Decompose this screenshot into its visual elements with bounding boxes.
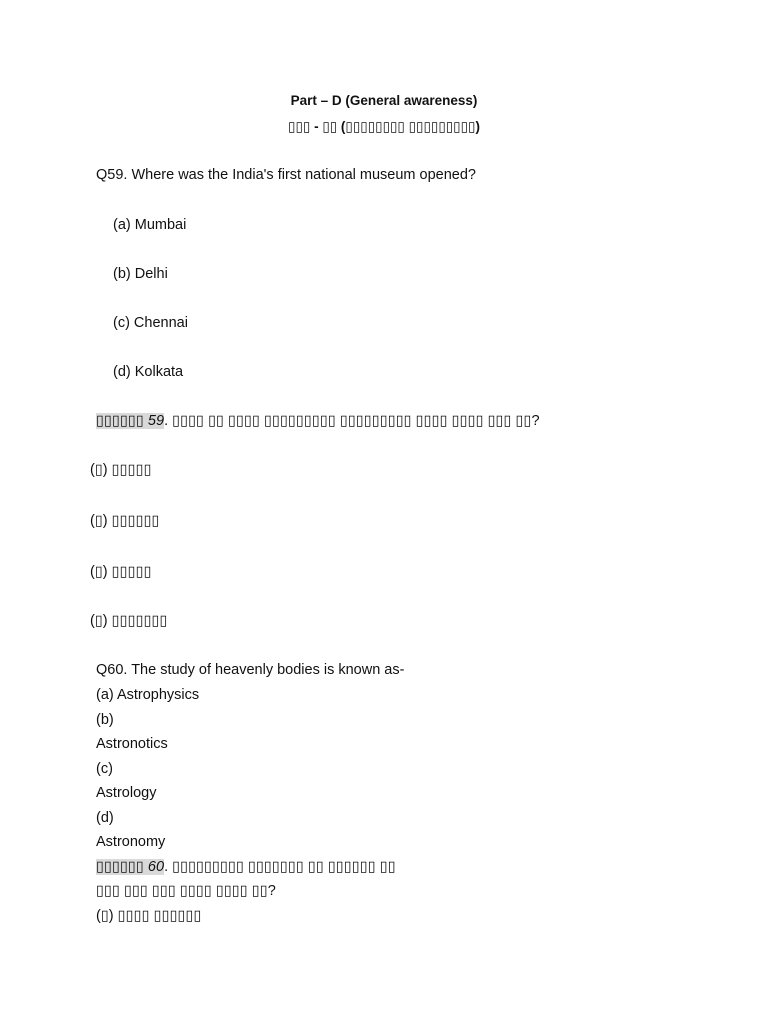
q60-option-c-text: Astrology <box>96 785 157 801</box>
q60-line-a: (a) Astrophysics <box>96 687 200 703</box>
q60-option-b-text: Astronotics <box>96 736 168 752</box>
q59-hindi-label: ▯▯▯▯▯▯ 59 <box>96 413 165 429</box>
q59-option-c: (c) Chennai <box>113 315 188 331</box>
question-59: Q59. Where was the India's first national museum opened? <box>96 167 476 183</box>
q60-option-d-text: Astronomy <box>96 834 166 850</box>
question-59-hindi <box>96 412 540 430</box>
q59-hindi-option-c: (▯) ▯▯▯▯▯ <box>90 564 152 580</box>
section-title: Part – D (General awareness) <box>290 93 478 108</box>
q60-hindi-label: ▯▯▯▯▯▯ 60 <box>96 859 165 875</box>
q59-hindi-option-a: (▯) ▯▯▯▯▯ <box>90 462 152 478</box>
q60-hindi-text-line1: . ▯▯▯▯▯▯▯▯▯ ▯▯▯▯▯▯▯ ▯▯ ▯▯▯▯▯▯ ▯▯ <box>164 859 396 875</box>
q60-hindi-text-line2: ▯▯▯ ▯▯▯ ▯▯▯ ▯▯▯▯ ▯▯▯▯ ▯▯? <box>96 883 276 899</box>
q60-hindi-option-a: (▯) ▯▯▯▯ ▯▯▯▯▯▯ <box>96 908 202 924</box>
q60-line-b: (b) <box>96 712 114 728</box>
question-60-hindi <box>96 858 396 876</box>
q60-line-c: (c) <box>96 761 113 777</box>
section-title-hindi: ▯▯▯ - ▯▯ (▯▯▯▯▯▯▯▯ ▯▯▯▯▯▯▯▯▯) <box>288 119 480 134</box>
q59-option-b: (b) Delhi <box>113 266 168 282</box>
q59-hindi-text: . ▯▯▯▯ ▯▯ ▯▯▯▯ ▯▯▯▯▯▯▯▯▯ ▯▯▯▯▯▯▯▯▯ ▯▯▯▯ ▯▯▯▯ ▯▯▯ ▯▯? <box>164 413 540 429</box>
q59-hindi-option-d: (▯) ▯▯▯▯▯▯▯ <box>90 613 168 629</box>
q60-line-d: (d) <box>96 810 114 826</box>
question-60: Q60. The study of heavenly bodies is known as- <box>96 662 405 678</box>
q59-option-d: (d) Kolkata <box>113 364 184 380</box>
q59-option-a: (a) Mumbai <box>113 217 187 233</box>
q59-hindi-option-b: (▯) ▯▯▯▯▯▯ <box>90 513 160 529</box>
